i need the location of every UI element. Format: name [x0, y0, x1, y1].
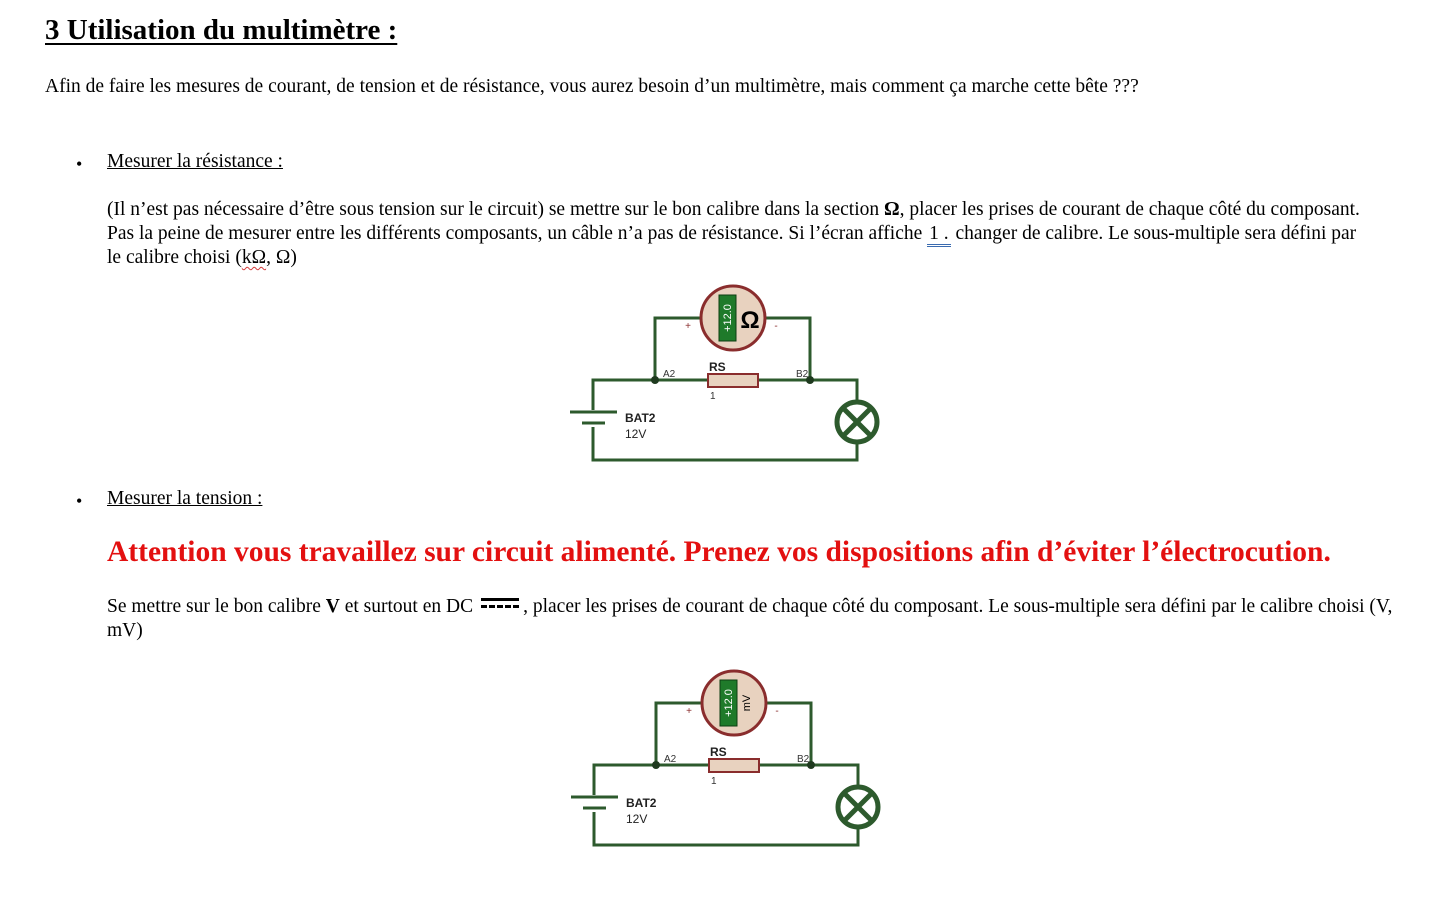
- tension-text-c: , placer les prises de courant de chaque côté du composant. Le sous-multiple sera défini par le calibre choisi (V, mV): [107, 596, 1393, 641]
- battery-value-label: 12V: [625, 427, 647, 441]
- resistor-rs: [708, 374, 758, 387]
- tension-paragraph: [107, 595, 1417, 643]
- meter-reading: +12.0: [723, 689, 735, 717]
- wire-meter-left: [656, 703, 701, 765]
- node-a2-label: A2: [663, 369, 676, 380]
- junction-dot-a2: [651, 376, 659, 384]
- kohm-unit: kΩ: [241, 247, 267, 268]
- wire-meter-left: [655, 318, 700, 380]
- meter-unit-symbol: Ω: [740, 307, 760, 334]
- battery-value-label: 12V: [626, 812, 648, 826]
- lamp-icon: [838, 787, 878, 827]
- resistor-rs: [709, 759, 759, 772]
- voltmeter-circuit-diagram: [560, 665, 900, 855]
- meter-unit-symbol: mV: [741, 694, 753, 712]
- resistance-text-d: , Ω): [266, 247, 297, 268]
- battery-name-label: BAT2: [626, 796, 657, 810]
- node-b2-label: B2: [797, 754, 810, 765]
- meter-minus-label: -: [774, 321, 778, 332]
- wire-top-right: [811, 765, 858, 785]
- dc-symbol-icon: [479, 597, 521, 611]
- meter-plus-label: +: [686, 706, 692, 717]
- resistance-text-a: (Il n’est pas nécessaire d’être sous tension sur le circuit) se mettre sur le bon calibre dans la section: [107, 199, 885, 220]
- wire-top-right: [810, 380, 857, 400]
- wire-top-left: [594, 765, 656, 795]
- battery-name-label: BAT2: [625, 411, 656, 425]
- ohmmeter-circuit-diagram: [560, 280, 900, 470]
- resistance-text-c: changer de calibre. Le sous-multiple sera défini par le calibre choisi (: [107, 223, 1357, 268]
- intro-paragraph: Afin de faire les mesures de courant, de tension et de résistance, vous aurez besoin d’un multimètre, mais comment ça marche cette bête ???: [45, 76, 1139, 97]
- volt-symbol: V: [325, 596, 340, 617]
- resistance-paragraph: [107, 198, 1367, 270]
- tension-text-a: Se mettre sur le bon calibre: [107, 596, 326, 617]
- tension-heading: Mesurer la tension :: [107, 488, 263, 509]
- tension-text-b: et surtout en DC: [339, 596, 474, 617]
- ohm-symbol: Ω: [884, 199, 900, 220]
- ohmmeter-icon: [701, 286, 765, 350]
- node-a2-label: A2: [664, 754, 677, 765]
- display-value: 1 .: [927, 223, 951, 247]
- bullet-dot: •: [76, 491, 83, 511]
- meter-plus-label: +: [685, 321, 691, 332]
- meter-reading: +12.0: [722, 304, 734, 332]
- resistor-value-label: 1: [710, 391, 716, 402]
- warning-text: Attention vous travaillez sur circuit alimenté. Prenez vos dispositions afin d’éviter l’électrocution.: [107, 536, 1331, 568]
- resistor-name-label: RS: [710, 745, 727, 759]
- resistance-text-b: , placer les prises de courant de chaque côté du composant. Pas la peine de mesurer entre les différents composants, un câble n’a pas de résistance. Si l’écran affiche: [107, 199, 1360, 244]
- voltmeter-icon: [702, 671, 766, 735]
- wire-top-left: [593, 380, 655, 410]
- meter-minus-label: -: [775, 706, 779, 717]
- resistor-value-label: 1: [711, 776, 717, 787]
- lamp-icon: [837, 402, 877, 442]
- resistance-heading: Mesurer la résistance :: [107, 151, 283, 172]
- resistor-name-label: RS: [709, 360, 726, 374]
- node-b2-label: B2: [796, 369, 809, 380]
- section-title: 3 Utilisation du multimètre :: [45, 14, 398, 46]
- bullet-dot: •: [76, 154, 83, 174]
- junction-dot-a2: [652, 761, 660, 769]
